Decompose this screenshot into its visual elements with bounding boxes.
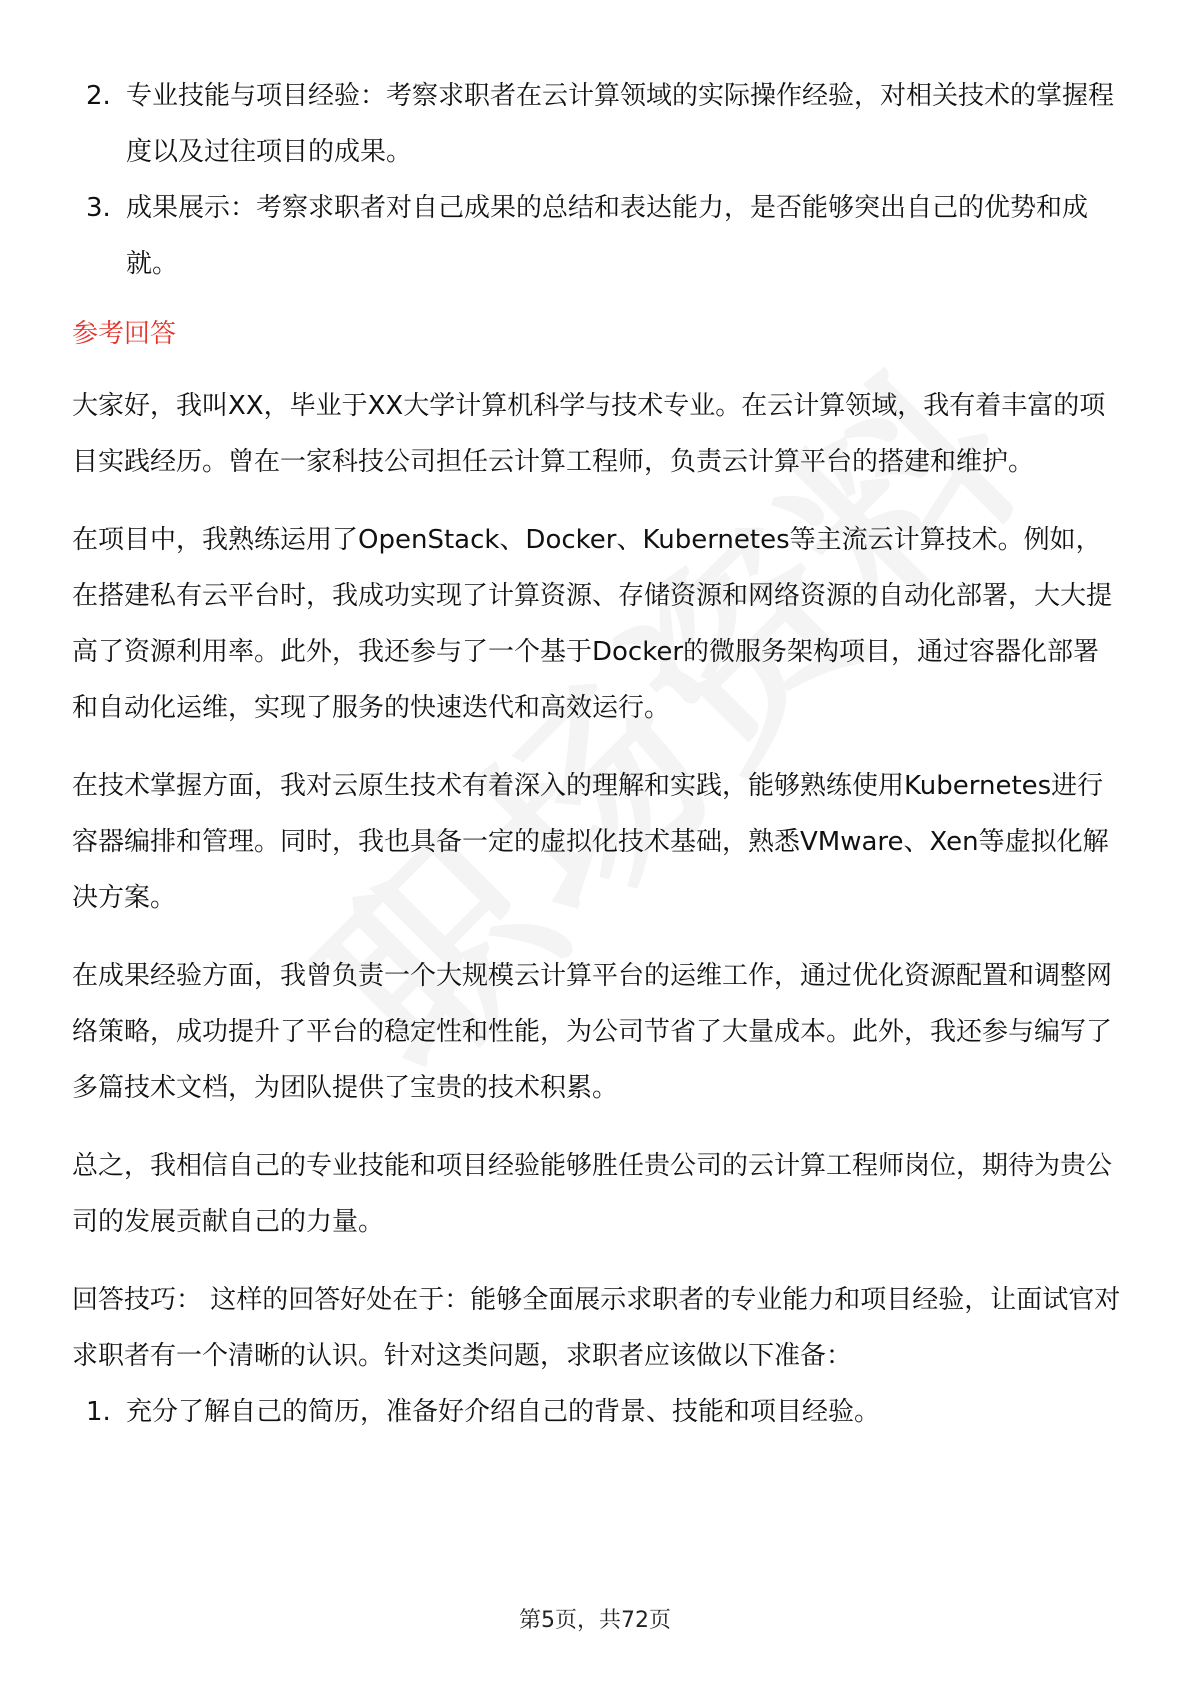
paragraph-achievements: 在成果经验方面，我曾负责一个大规模云计算平台的运维工作，通过优化资源配置和调整网络策略，成功提升了平台的稳定性和性能，为公司节省了大量成本。此外，我还参与编写了多篇技术文档，为团队提供了宝贵的技术积累。 <box>72 961 1113 1103</box>
paragraph-summary: 总之，我相信自己的专业技能和项目经验能够胜任贵公司的云计算工程师岗位，期待为贵公司的发展贡献自己的力量。 <box>72 1151 1113 1237</box>
list-item-text: 充分了解自己的简历，准备好介绍自己的背景、技能和项目经验。 <box>126 1397 881 1427</box>
paragraph-projects: 在项目中，我熟练运用了OpenStack、Docker、Kubernetes等主流云计算技术。例如，在搭建私有云平台时，我成功实现了计算资源、存储资源和网络资源的自动化部署，大大提高了资源利用率。此外，我还参与了一个基于Docker的微服务架构项目，通过容器化部署和自动化运维，实现了服务的快速迭代和高效运行。 <box>72 525 1113 723</box>
preparation-list <box>72 1384 1122 1440</box>
page-footer: 第5页，共72页 <box>519 1608 671 1633</box>
section-heading: 参考回答 <box>72 319 177 349</box>
list-item-text: 成果展示：考察求职者对自己成果的总结和表达能力，是否能够突出自己的优势和成就。 <box>126 193 1089 279</box>
list-item <box>72 68 1122 180</box>
list-item <box>72 1384 1122 1440</box>
list-item-number: 3. <box>86 193 111 223</box>
paragraph-skills: 在技术掌握方面，我对云原生技术有着深入的理解和实践，能够熟练使用Kubernetes进行容器编排和管理。同时，我也具备一定的虚拟化技术基础，熟悉VMware、Xen等虚拟化解决方案。 <box>72 771 1109 913</box>
paragraph-tips: 回答技巧： 这样的回答好处在于：能够全面展示求职者的专业能力和项目经验，让面试官对求职者有一个清晰的认识。针对这类问题，求职者应该做以下准备： <box>72 1285 1121 1371</box>
list-item-text: 专业技能与项目经验：考察求职者在云计算领域的实际操作经验，对相关技术的掌握程度以及过往项目的成果。 <box>126 81 1115 167</box>
list-item <box>72 180 1122 292</box>
list-item-number: 1. <box>86 1397 111 1427</box>
criteria-list <box>72 68 1122 292</box>
list-item-number: 2. <box>86 81 111 111</box>
paragraph-intro: 大家好，我叫XX，毕业于XX大学计算机科学与技术专业。在云计算领域，我有着丰富的项目实践经历。曾在一家科技公司担任云计算工程师，负责云计算平台的搭建和维护。 <box>72 391 1106 477</box>
page-content <box>72 68 1122 1440</box>
